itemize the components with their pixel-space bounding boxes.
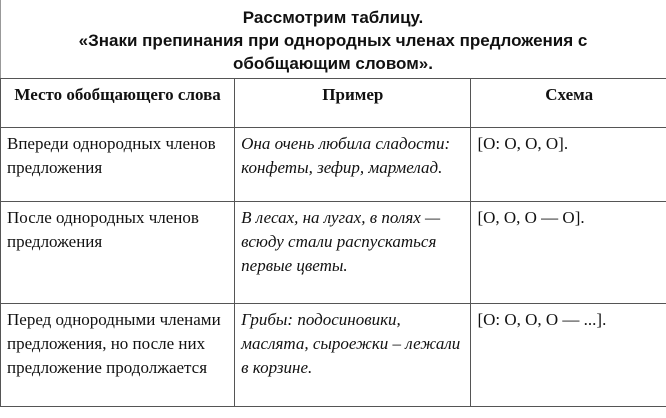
cell-example: Она очень любила сладости: конфеты, зефир, мармелад. <box>235 128 471 202</box>
title-line-3: обобщающим словом». <box>233 54 433 73</box>
cell-scheme: [О: О, О, О]. <box>471 128 666 202</box>
page-title <box>0 6 666 75</box>
header-scheme: Схема <box>471 79 666 128</box>
table-header-row <box>1 79 666 128</box>
cell-scheme: [О: О, О, О — ...]. <box>471 304 666 407</box>
title-line-1: Рассмотрим таблицу. <box>242 8 424 27</box>
title-line-2: «Знаки препинания при однородных членах предложения с <box>78 31 588 50</box>
cell-place: Впереди однородных членов предложения <box>1 128 235 202</box>
cell-scheme: [О, О, О — О]. <box>471 202 666 304</box>
cell-example: В лесах, на лугах, в полях —всюду стали распускаться первые цветы. <box>235 202 471 304</box>
punctuation-table <box>0 78 666 407</box>
cell-place: Перед однородными членами предложения, но после них предложение продолжается <box>1 304 235 407</box>
table-row <box>1 202 666 304</box>
cell-example: Грибы: подосиновики, маслята, сыроежки – лежали в корзине. <box>235 304 471 407</box>
cell-place: После однородных членов предложения <box>1 202 235 304</box>
table-row <box>1 304 666 407</box>
table-row <box>1 128 666 202</box>
header-place: Место обобщающего слова <box>1 79 235 128</box>
header-example: Пример <box>235 79 471 128</box>
